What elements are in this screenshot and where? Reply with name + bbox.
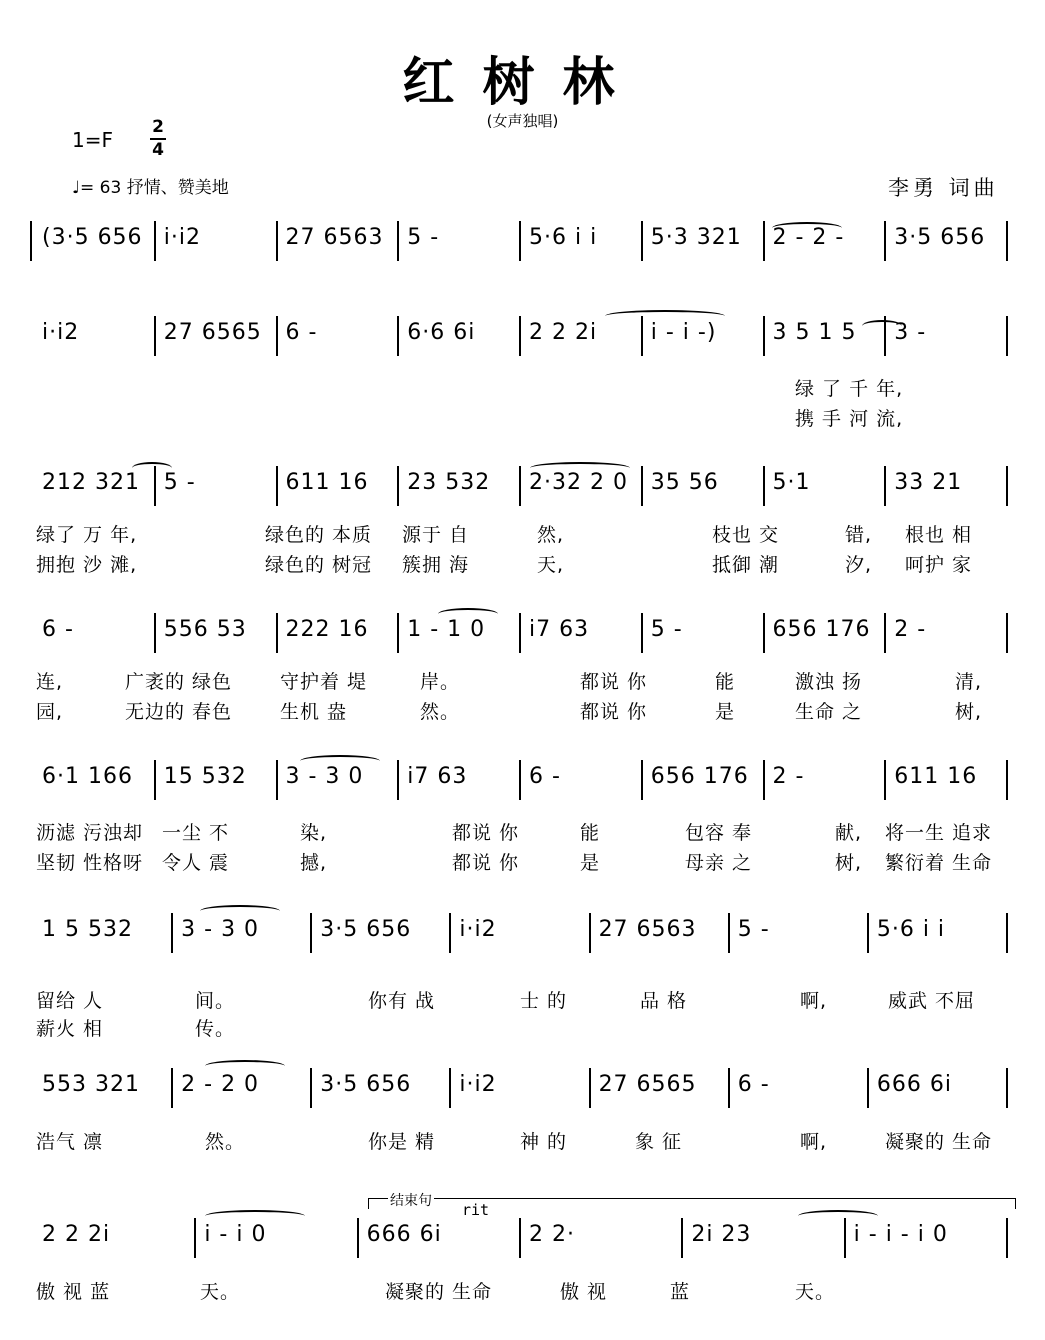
lyric-verse1: 绿了 万 年, [36, 524, 138, 546]
barline [519, 221, 521, 261]
barline [449, 1068, 451, 1108]
measure: 5·6 i i [529, 225, 598, 250]
lyric-verse2: 树, [835, 852, 863, 874]
composer-credit: 李勇 词曲 [888, 176, 999, 200]
measure: 2 2· [529, 1222, 575, 1247]
page-title: 红树林 [402, 52, 643, 113]
lyric-verse1: 一尘 不 [162, 822, 230, 844]
lyric-verse2: 是 [580, 852, 601, 874]
measure: 656 176 [772, 617, 871, 642]
barline [589, 1068, 591, 1108]
barline [763, 466, 765, 506]
lyric-verse2: 无边的 春色 [125, 701, 233, 723]
lyric-verse1: 将一生 追求 [885, 822, 993, 844]
lyric-verse2: 天, [537, 554, 565, 576]
performance-note: (女声独唱) [486, 112, 559, 130]
lyric-verse2: 绿色的 树冠 [265, 554, 373, 576]
measure: 2 2 2i [42, 1222, 111, 1247]
lyric-verse1: 傲 视 [560, 1281, 608, 1303]
measure: 15 532 [163, 764, 247, 789]
barline [276, 613, 278, 653]
barline [310, 913, 312, 953]
lyric-verse2: 繁衍着 生命 [885, 852, 993, 874]
lyric-verse1: 象 征 [635, 1131, 683, 1153]
slur-mark [438, 608, 498, 620]
barline [154, 613, 156, 653]
measure: 553 321 [42, 1072, 140, 1097]
barline [763, 613, 765, 653]
barline [763, 760, 765, 800]
lyric-verse1: 绿 了 千 年, [795, 378, 904, 400]
measure: 5 - [650, 617, 683, 642]
barline [1006, 1218, 1008, 1258]
measure: 666 6i [366, 1222, 442, 1247]
measure: i·i2 [459, 917, 497, 942]
barline [171, 1068, 173, 1108]
barline [519, 1218, 521, 1258]
measure: 27 6563 [598, 917, 697, 942]
barline [519, 613, 521, 653]
measure: 1 5 532 [42, 917, 133, 942]
measure: (3·5 656 [42, 225, 143, 250]
lyric-verse1: 枝也 交 [712, 524, 780, 546]
lyric-verse2: 园, [36, 701, 64, 723]
lyric-verse1: 献, [835, 822, 863, 844]
measure: 2 - 2 - [772, 225, 845, 250]
lyric-verse1: 傲 视 蓝 [36, 1281, 111, 1303]
barline [884, 760, 886, 800]
lyric-verse1: 浩气 凛 [36, 1131, 104, 1153]
lyric-verse2: 薪火 相 [36, 1018, 104, 1040]
measure: 3 - [894, 320, 927, 345]
measure: i7 63 [529, 617, 590, 642]
lyric-verse1: 凝聚的 生命 [385, 1281, 493, 1303]
barline [884, 613, 886, 653]
barline [884, 466, 886, 506]
measure: 556 53 [163, 617, 247, 642]
barline [763, 221, 765, 261]
barline [154, 760, 156, 800]
measure: 3·5 656 [320, 917, 412, 942]
lyric-verse1: 留给 人 [36, 990, 104, 1012]
measure: 6 - [42, 617, 74, 642]
barline [1006, 316, 1008, 356]
lyric-verse2: 呵护 家 [905, 554, 973, 576]
measure: 5 - [737, 917, 770, 942]
measure: 2i 23 [691, 1222, 752, 1247]
lyric-verse2: 都说 你 [580, 701, 648, 723]
lyric-verse1: 你有 战 [368, 990, 436, 1012]
lyric-verse1: 染, [300, 822, 328, 844]
barline [519, 316, 521, 356]
lyric-verse2: 簇拥 海 [402, 554, 470, 576]
barline [519, 760, 521, 800]
tempo-marking: ♩= 63 抒情、赞美地 [72, 178, 229, 198]
lyric-verse1: 凝聚的 生命 [885, 1131, 993, 1153]
barline [449, 913, 451, 953]
measure: i·i2 [459, 1072, 497, 1097]
lyric-verse1: 神 的 [520, 1131, 568, 1153]
measure: 5 - [407, 225, 440, 250]
measure: 2 - 2 0 [181, 1072, 260, 1097]
barline [154, 316, 156, 356]
measure: 212 321 [42, 470, 140, 495]
barline [728, 913, 730, 953]
lyric-verse2: 生机 盎 [280, 701, 348, 723]
measure: 3·5 656 [894, 225, 986, 250]
barline [1006, 1068, 1008, 1108]
barline [397, 466, 399, 506]
lyric-verse1: 间。 [195, 990, 236, 1012]
measure: 2 2 2i [529, 320, 598, 345]
measure: i - i 0 [204, 1222, 267, 1247]
measure: 611 16 [285, 470, 369, 495]
time-numerator: 2 [152, 117, 164, 137]
barline [30, 221, 32, 261]
lyric-verse1: 天。 [795, 1281, 836, 1303]
measure: 5·1 [772, 470, 811, 495]
measure: 27 6563 [285, 225, 384, 250]
barline [310, 1068, 312, 1108]
lyric-verse1: 品 格 [640, 990, 688, 1012]
lyric-verse2: 母亲 之 [685, 852, 753, 874]
barline [728, 1068, 730, 1108]
measure: 6 - [285, 320, 318, 345]
measure: 5·3 321 [650, 225, 742, 250]
lyric-verse2: 携 手 河 流, [795, 408, 904, 430]
lyric-verse1: 守护着 堤 [280, 671, 368, 693]
measure: 1 - 1 0 [407, 617, 486, 642]
measure: i7 63 [407, 764, 468, 789]
measure: 2 - [894, 617, 927, 642]
lyric-verse1: 啊, [800, 990, 828, 1012]
slur-mark [798, 1210, 878, 1222]
barline [397, 613, 399, 653]
barline [357, 1218, 359, 1258]
slur-mark [772, 222, 842, 234]
barline [1006, 913, 1008, 953]
measure: i·i2 [163, 225, 201, 250]
lyric-verse2: 然。 [420, 701, 461, 723]
barline [641, 760, 643, 800]
barline [276, 760, 278, 800]
lyric-verse2: 树, [955, 701, 983, 723]
rit-marking: rit [462, 1201, 490, 1219]
lyric-verse2: 令人 震 [162, 852, 230, 874]
measure: 35 56 [650, 470, 719, 495]
measure: 6·1 166 [42, 764, 133, 789]
lyric-verse1: 连, [36, 671, 64, 693]
barline [681, 1218, 683, 1258]
slur-mark [132, 462, 172, 474]
measure: 5·6 i i [876, 917, 946, 942]
time-signature [150, 118, 166, 160]
lyric-verse1: 都说 你 [452, 822, 520, 844]
measure: 656 176 [650, 764, 749, 789]
lyric-verse2: 坚韧 性格呀 [36, 852, 144, 874]
measure: 2 - [772, 764, 805, 789]
measure: 6·6 6i [407, 320, 476, 345]
measure: 3 5 1 5 [772, 320, 857, 345]
ending-label: 结束句 [388, 1190, 434, 1210]
measure: i·i2 [42, 320, 80, 345]
barline [519, 466, 521, 506]
barline [194, 1218, 196, 1258]
lyric-verse2: 是 [715, 701, 736, 723]
lyric-verse1: 啊, [800, 1131, 828, 1153]
slur-mark [530, 462, 630, 474]
measure: 2·32 2 0 [529, 470, 628, 495]
lyric-verse2: 汐, [845, 554, 873, 576]
measure: 222 16 [285, 617, 369, 642]
barline [763, 316, 765, 356]
barline [154, 221, 156, 261]
slur-mark [205, 1210, 305, 1222]
measure: 3·5 656 [320, 1072, 412, 1097]
lyric-verse2: 抵御 潮 [712, 554, 780, 576]
lyric-verse2: 都说 你 [452, 852, 520, 874]
barline [1006, 466, 1008, 506]
slur-mark [300, 755, 380, 767]
barline [397, 760, 399, 800]
barline [1006, 221, 1008, 261]
lyric-verse2: 传。 [195, 1018, 236, 1040]
lyric-verse1: 能 [580, 822, 601, 844]
barline [276, 466, 278, 506]
barline [1006, 613, 1008, 653]
time-denominator: 4 [152, 140, 164, 160]
measure: 3 - 3 0 [285, 764, 364, 789]
lyric-verse1: 岸。 [420, 671, 461, 693]
lyric-verse1: 都说 你 [580, 671, 648, 693]
barline [641, 316, 643, 356]
lyric-verse1: 威武 不屈 [888, 990, 976, 1012]
barline [171, 913, 173, 953]
lyric-verse1: 然, [537, 524, 565, 546]
lyric-verse1: 广袤的 绿色 [125, 671, 233, 693]
lyric-verse1: 绿色的 本质 [265, 524, 373, 546]
barline [397, 221, 399, 261]
barline [867, 913, 869, 953]
lyric-verse1: 你是 精 [368, 1131, 436, 1153]
barline [641, 221, 643, 261]
lyric-verse2: 生命 之 [795, 701, 863, 723]
barline [1006, 760, 1008, 800]
lyric-verse1: 天。 [200, 1281, 241, 1303]
slur-mark [200, 905, 280, 917]
lyric-verse1: 士 的 [520, 990, 568, 1012]
lyric-verse1: 沥滤 污浊却 [36, 822, 144, 844]
lyric-verse1: 源于 自 [402, 524, 470, 546]
barline [641, 613, 643, 653]
barline [397, 316, 399, 356]
measure: 5 - [163, 470, 196, 495]
measure: 3 - 3 0 [181, 917, 260, 942]
key-signature: 1=F [72, 128, 113, 152]
lyric-verse1: 激浊 扬 [795, 671, 863, 693]
lyric-verse1: 清, [955, 671, 983, 693]
measure: 666 6i [876, 1072, 952, 1097]
barline [884, 221, 886, 261]
barline [589, 913, 591, 953]
barline [276, 316, 278, 356]
measure: 23 532 [407, 470, 491, 495]
barline [867, 1068, 869, 1108]
measure: 611 16 [894, 764, 978, 789]
measure: 6 - [737, 1072, 770, 1097]
lyric-verse1: 错, [845, 524, 873, 546]
measure: 27 6565 [598, 1072, 697, 1097]
measure: 27 6565 [163, 320, 262, 345]
lyric-verse2: 拥抱 沙 滩, [36, 554, 138, 576]
measure: 6 - [529, 764, 561, 789]
measure: i - i -) [650, 320, 717, 345]
lyric-verse1: 蓝 [670, 1281, 691, 1303]
slur-mark [205, 1060, 285, 1072]
measure: 33 21 [894, 470, 963, 495]
barline [641, 466, 643, 506]
lyric-verse1: 能 [715, 671, 736, 693]
lyric-verse1: 包容 奉 [685, 822, 753, 844]
barline [276, 221, 278, 261]
slur-mark [862, 320, 902, 332]
slur-mark [605, 310, 725, 322]
lyric-verse1: 然。 [205, 1131, 246, 1153]
lyric-verse2: 撼, [300, 852, 328, 874]
measure: i - i - i 0 [853, 1222, 948, 1247]
lyric-verse1: 根也 相 [905, 524, 973, 546]
barline [844, 1218, 846, 1258]
